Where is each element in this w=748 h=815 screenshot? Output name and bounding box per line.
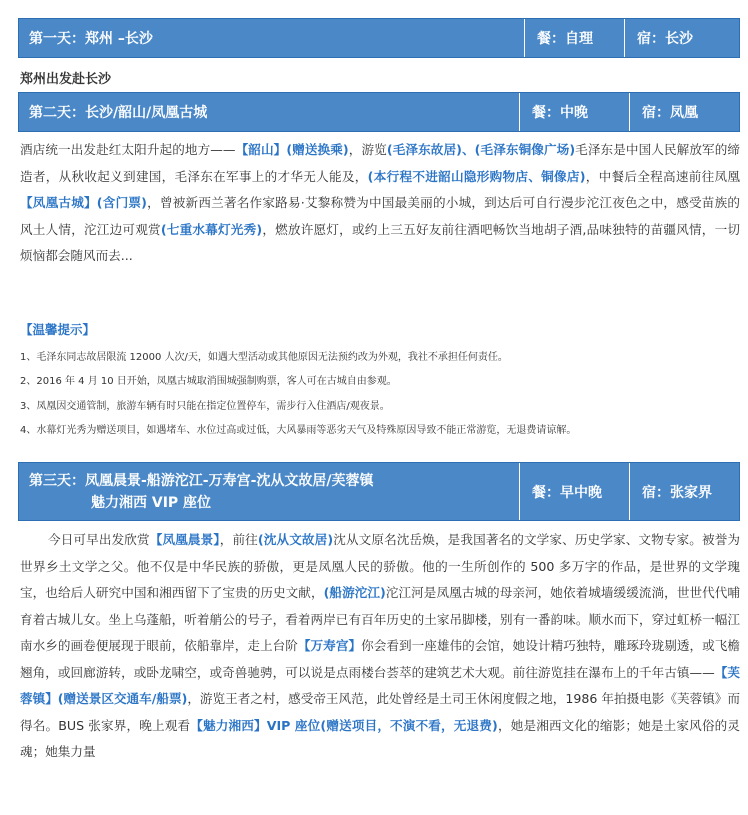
tips-list bbox=[20, 346, 740, 443]
day1-title: 第一天：郑州 –长沙 bbox=[29, 31, 153, 47]
highlight-segment: (船游沱江) bbox=[323, 585, 386, 600]
text-segment: ，曾被新西兰著名作家路易·艾黎称赞为中国最美丽的小城，到达后可自行漫步沱江夜色之中，感受苗族的风土人情，沱江边可观赏 bbox=[20, 195, 740, 237]
highlight-segment: 【万寿宫】 bbox=[297, 638, 362, 653]
text-segment: 沱江河是凤凰古城的母亲河，她依着城墙缓缓流淌，世世代代哺育着古城儿女。坐上乌蓬船，听着艄公的号子，看着两岸已有百年历史的土家吊脚楼，别有一番韵味。顺水而下，穿过虹桥一幅江南水乡的画卷便展现于眼前，依船靠岸，走上台阶 bbox=[20, 585, 741, 653]
day3-header bbox=[18, 462, 740, 521]
text-segment: ，游览 bbox=[348, 142, 387, 157]
highlight-segment: (毛泽东故居)、(毛泽东铜像广场) bbox=[386, 142, 576, 157]
highlight-segment: (沈从文故居) bbox=[257, 532, 334, 547]
day2-description bbox=[20, 137, 740, 270]
highlight-segment: 【韶山】(赠送换乘) bbox=[235, 142, 349, 157]
text-segment: 酒店统一出发赴红太阳升起的地方—— bbox=[20, 142, 236, 157]
day1-subtitle: 郑州出发赴长沙 bbox=[20, 72, 112, 87]
text-segment: ，燃放许愿灯，或约上三五好友前往酒吧畅饮当地胡子酒,品味独特的苗疆风情，一切烦恼都会随风而去... bbox=[20, 221, 740, 263]
day3-meal: 餐：早中晚 bbox=[519, 463, 629, 520]
text-segment: ，前往 bbox=[219, 532, 258, 547]
day3-stay: 宿：张家界 bbox=[629, 463, 739, 520]
day3-title-line2: 魅力湘西 VIP 座位 bbox=[91, 494, 212, 511]
day3-description bbox=[20, 527, 740, 766]
highlight-segment: (本行程不进韶山隐形购物店、铜像店) bbox=[367, 168, 586, 184]
text-segment: 毛泽东是中国人民解放军的缔造者，从秋收起义到建国，毛泽东在军事上的才华无人能及， bbox=[20, 142, 741, 184]
text-segment: ，中餐后全程高速前往凤凰 bbox=[585, 168, 741, 184]
highlight-segment: 【芙蓉镇】(赠送景区交通车/船票) bbox=[20, 664, 741, 706]
text-segment: ，游览王者之村，感受帝王风范，此处曾经是土司王休闲度假之地，1986 年拍摄电影《芙蓉镇》而得名。BUS 张家界，晚上观看 bbox=[20, 691, 740, 733]
tip-item: 3、凤凰因交通管制，旅游车辆有时只能在指定位置停车，需步行入住酒店/观夜景。 bbox=[20, 400, 390, 412]
tip-item: 2、2016 年 4 月 10 日开始，凤凰古城取消围城强制购票，客人可在古城自由参观。 bbox=[20, 376, 397, 388]
text-segment: ，她是湘西文化的缩影；她是土家风俗的灵魂；她集力量 bbox=[20, 717, 740, 759]
day2-header bbox=[18, 92, 740, 132]
text-segment: 今日可早出发欣赏 bbox=[48, 532, 150, 547]
tip-item: 4、水幕灯光秀为赠送项目，如遇堵车、水位过高或过低，大风暴雨等恶劣天气及特殊原因导致不能正常游览，无退费请谅解。 bbox=[20, 424, 577, 436]
highlight-segment: 【凤凰古城】(含门票) bbox=[20, 195, 147, 210]
highlight-segment: 【凤凰晨景】 bbox=[149, 532, 220, 547]
text-segment: 你会看到一座雄伟的会馆，她设计精巧独特，雕琢玲珑剔透，或飞檐翘角，或回廊游转，或卧龙啸空，或奇兽驰骋，可以说是点雨楼台荟萃的建筑艺术大观。前往游览挂在瀑布上的千年古镇—— bbox=[20, 638, 741, 680]
day1-meal: 餐：自理 bbox=[524, 19, 624, 57]
tips-title: 【温馨提示】 bbox=[20, 322, 96, 337]
day3-title bbox=[19, 463, 519, 520]
day2-title: 第二天：长沙/韶山/凤凰古城 bbox=[29, 105, 208, 121]
day2-stay: 宿：凤凰 bbox=[629, 93, 739, 131]
day1-header bbox=[18, 18, 740, 58]
day1-stay: 宿：长沙 bbox=[624, 19, 739, 57]
day3-title-line1: 第三天：凤凰晨景-船游沱江-万寿宫-沈从文故居/芙蓉镇 bbox=[29, 472, 374, 489]
text-segment: 沈从文原名沈岳焕，是我国著名的文学家、历史学家、文物专家。被誉为世界乡土文学之父。他不仅是中华民族的骄傲，更是凤凰人民的骄傲。他的一生所创作的 500 多万字的作品，是世界的文学瑰宝，也给后人研究中国和湘西留下了宝贵的历史文献， bbox=[20, 532, 741, 600]
highlight-segment: (七重水幕灯光秀) bbox=[160, 221, 263, 237]
tip-item: 1、毛泽东同志故居限流 12000 人次/天，如遇大型活动或其他原因无法预约改为外观，我社不承担任何责任。 bbox=[20, 352, 508, 363]
day2-meal: 餐：中晚 bbox=[519, 93, 629, 131]
highlight-segment: 【魅力湘西】VIP 座位(赠送项目，不演不看，无退费) bbox=[190, 717, 498, 733]
